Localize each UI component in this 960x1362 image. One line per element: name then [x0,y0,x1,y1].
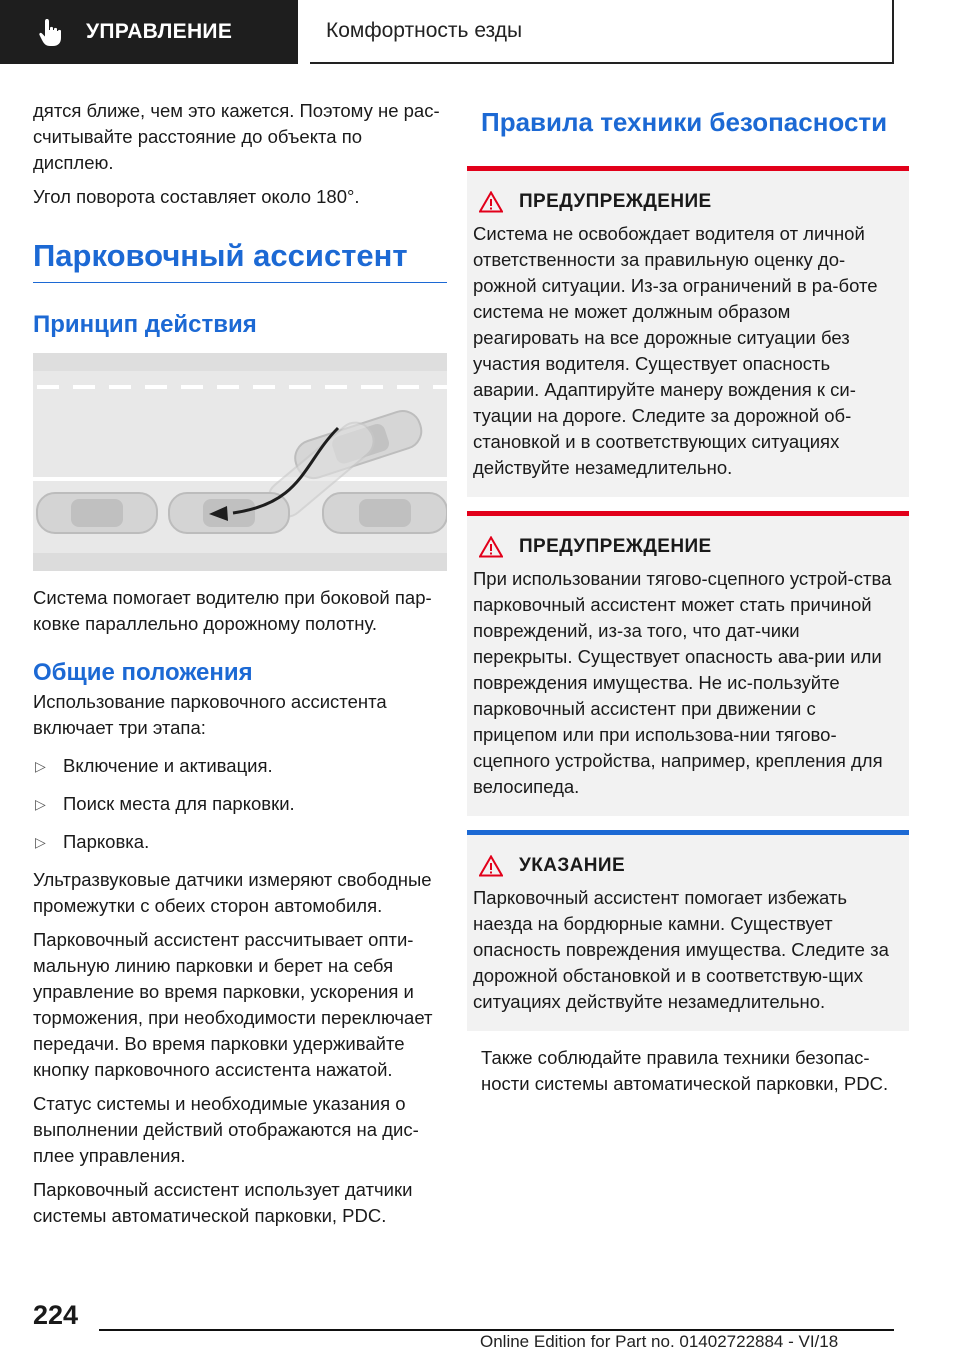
car-parked-right [323,493,447,533]
subsection-title: Комфортность езды [326,19,523,42]
title-rule [33,282,447,283]
parking-illustration [33,353,447,571]
paragraph: Угол поворота составляет около 180°. [33,186,360,207]
footer-rule [99,1329,894,1331]
warning-box [467,511,909,816]
paragraph: Статус системы и необходимые указания о выполнении действий отображаются на дис-плее управления. [33,1093,419,1166]
list-item: ▷ Включение и активация. [33,753,447,779]
triangle-bullet-icon: ▷ [35,834,46,850]
triangle-bullet-icon: ▷ [35,796,46,812]
warning-triangle-icon [479,191,503,213]
subheading-general: Общие положения [33,659,253,686]
warning-triangle-icon [479,536,503,558]
right-column [473,98,895,1105]
header-subsection [310,0,894,64]
paragraph: Парковочный ассистент рассчитывает опти-мальную линию парковки и берет на себя управление во время парковки, ускорения и торможения, при необходимости переключает передачи. Во время парковки удерживайте кнопку парковочного ассистента нажатой. [33,929,433,1080]
subheading-principle: Принцип действия [33,311,257,338]
warning-text: Система не освобождает водителя от личной ответственности за правильную оценку до-рожной ситуации. Из-за ограничений в ра-боте система не может должным образом реагировать на все дорожные ситуации без участия водителя. Существует опасность аварии. Адаптируйте манеру вождения к си-туации на дороге. Следите за дорожной об-становкой и в соответствующих ситуациях действуйте незамедлительно. [473,223,878,478]
notice-text: Парковочный ассистент помогает избежать наезда на бордюрные камни. Существует опасность повреждения имущества. Следите за дорожной обстановкой и в соответствую-щих ситуациях действуйте незамедлительно. [473,887,889,1012]
warning-text: При использовании тягово-сцепного устрой-ства парковочный ассистент может стать причиной повреждений, из-за того, что дат-чики перекрыты. Существует опасность ава-рии или повреждения имущества. Не ис-пользуйте парковочный ассистент при движении с прицепом или при использова-нии тягово-сцепного устройства, например, крепления для велосипеда. [473,568,892,797]
paragraph: Ультразвуковые датчики измеряют свободные промежутки с обеих сторон автомобиля. [33,869,432,916]
left-column [33,98,447,1237]
chapter-title: Парковочный ассистент [33,238,408,273]
list-item: ▷ Парковка. [33,829,447,855]
paragraph: Система помогает водителю при боковой пар-ковке параллельно дорожному полотну. [33,587,432,634]
list-item: ▷ Поиск места для парковки. [33,791,447,817]
section-title: УПРАВЛЕНИЕ [86,20,233,43]
warning-title: ПРЕДУПРЕЖДЕНИЕ [519,536,712,557]
paragraph: Парковочный ассистент использует датчики системы автоматической парковки, PDC. [33,1179,413,1226]
warning-box [467,166,909,497]
triangle-bullet-icon: ▷ [35,758,46,774]
paragraph: Использование парковочного ассистента включает три этапа: [33,691,387,738]
safety-title: Правила техники безопасности [481,107,888,137]
edition-info: Online Edition for Part no. 01402722884 - VI/18 [480,1332,839,1351]
car-parked-left [37,493,157,533]
notice-title: УКАЗАНИЕ [519,855,626,876]
car-parking [169,493,289,533]
hand-icon [38,17,64,47]
header-section-tab [0,0,298,64]
notice-box [467,830,909,1031]
caution-triangle-icon [479,855,503,877]
warning-title: ПРЕДУПРЕЖДЕНИЕ [519,191,712,212]
paragraph: дятся ближе, чем это кажется. Поэтому не рас-считывайте расстояние до объекта по дисплею. [33,100,440,173]
paragraph: Также соблюдайте правила техники безопас-ности системы автоматической парковки, PDC. [481,1047,889,1094]
page-number: 224 [33,1300,79,1330]
